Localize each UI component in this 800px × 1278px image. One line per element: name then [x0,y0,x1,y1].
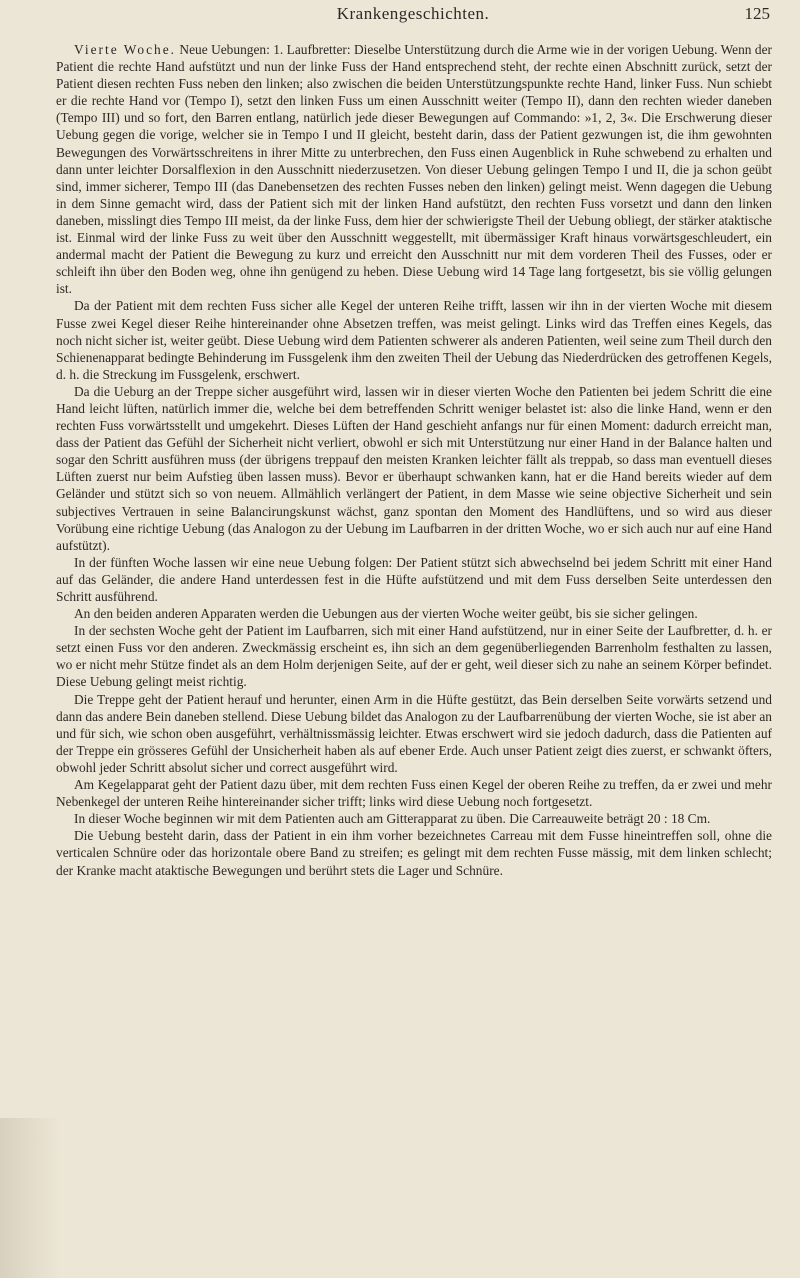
paragraph-text: Neue Uebungen: 1. Laufbretter: Dieselbe Unterstützung durch die Arme wie in der vorigen Uebung. Wenn der Patient die rechte Hand aufstützt und nun der linke Fuss der Hand entsprechend steht, der rechte einen Abschnitt zurück, setzt der Patient diesen rechten Fuss neben den linken; also zwischen die beiden Unterstützungspunkte rechte Hand, linker Fuss. Nun schiebt er die rechte Hand vor (Tempo I), setzt den linken Fuss um einen Ausschnitt weiter (Tempo II), dann den rechten wieder daneben (Tempo III) und so fort, den Barren entlang, natürlich jede dieser Bewegungen auf Commando: »1, 2, 3«. Die Erschwerung dieser Uebung gegen die vorige, welcher sie in Tempo I und II gleicht, besteht darin, dass der Patient gezwungen ist, die ihm gewohnten Bewegungen des Vorwärtsschreitens in ihrer Mitte zu unterbrechen, den Fuss einen Augenblick in Ruhe schwebend zu erhalten und dann unter leichter Dorsalflexion in den Ausschnitt niederzusetzen. Von dieser Uebung gelingen Tempo I und II, die ja schon geübt sind, immer sicherer, Tempo III (das Danebensetzen des rechten Fusses neben den linken) gelingt meist. Wenn dagegen die Uebung in dem Sinne gemacht wird, dass der Patient sich mit der linken Hand aufstützt, den rechten Fuss vorsetzt und dann den linken daneben, misslingt dies Tempo III meist, da der linke Fuss, dem hier der schwierigste Theil der Uebung obliegt, der stärker ataktische ist. Einmal wird der linke Fuss zu weit über den Ausschnitt weggestellt, mit übermässiger Kraft hinaus vorwärtsgeschleudert, ein andermal macht der Patient die Bewegung zu kurz und erreicht den Ausschnitt nur mit dem vorderen Theil des Fusses, oder er schleift ihn über den Boden weg, ohne ihn genügend zu heben. Diese Uebung wird 14 Tage lang fortgesetzt, bis sie völlig gelungen ist. [56,42,772,297]
paragraph-text: Am Kegelapparat geht der Patient dazu über, mit dem rechten Fuss einen Kegel der oberen Reihe zu treffen, da er zwei und mehr Nebenkegel der unteren Reihe hintereinander sicher trifft; links wird diese Uebung noch fortgesetzt. [56,777,772,810]
paragraph [56,691,772,776]
paragraph [56,622,772,690]
paragraph [56,41,772,297]
paragraph [56,827,772,878]
page-number: 125 [744,4,770,23]
paragraph [56,776,772,810]
paragraph-text: In der sechsten Woche geht der Patient im Laufbarren, sich mit einer Hand aufstützend, nur in einer Seite der Laufbretter, d. h. er setzt einen Fuss vor den anderen. Zweckmässig erscheint es, ihn sich an dem gegenüberliegenden Barrenholm festhalten zu lassen, wo er nicht mehr Stütze findet als an dem Holm derjenigen Seite, auf der er geht, weil dieser sich zu nahe an seinem Körper befindet. Diese Uebung gelingt meist richtig. [56,623,772,690]
running-title: Krankengeschichten. [336,4,490,23]
body-text [56,41,772,879]
section-lead: Vierte Woche. [74,42,177,57]
paragraph [56,554,772,605]
paragraph [56,810,772,827]
paragraph [56,297,772,382]
page-shadow [0,1118,60,1278]
paragraph-text: An den beiden anderen Apparaten werden die Uebungen aus der vierten Woche weiter geübt, bis sie sicher gelingen. [74,606,698,622]
paragraph-text: Da die Ueburg an der Treppe sicher ausgeführt wird, lassen wir in dieser vierten Woche den Patienten bei jedem Schritt die eine Hand leicht lüften, natürlich immer die, welche bei dem betreffenden Schritt weniger belastet ist: also die linke Hand, wenn er den rechten Fuss vorwärtsstellt und umgekehrt. Dieses Lüften der Hand geschieht anfangs nur für einen Moment: dadurch erreicht man, dass der Patient das Gefühl der Sicherheit nicht verliert, obwohl er sich mit Unterstützung nur einer Hand in der Balance halten und sogar den Schritt ausführen muss (der übrigens treppauf den meisten Kranken leichter fällt als treppab, so dass man eventuell dieses Lüften zuerst nur beim Aufstieg üben lassen muss). Bevor er überhaupt schwanken kann, hat er die Hand bereits wieder auf dem Geländer und stützt sich so von neuem. Allmählich verlängert der Patient, in dem Masse wie seine objective Sicherheit und sein subjectives Vertrauen in seine Balancirungskunst wächst, ganz spontan den Moment des Handlüftens, und so wird aus dieser Vorübung eine richtige Uebung (das Analogon zu der Uebung im Laufbarren in der dritten Woche, wo er sich auch nur auf eine Hand aufstützt). [56,383,772,553]
paragraph-text: Die Treppe geht der Patient herauf und herunter, einen Arm in die Hüfte gestützt, das Bein derselben Seite vorwärts setzend und dann das andere Bein daneben stellend. Diese Uebung bildet das Analogon zu der Laufbarrenübung der vierten Woche, sie ist aber an und für sich, wie schon oben ausgeführt, verhältnissmässig leichter. Etwas erschwert wird sie jedoch dadurch, dass die Patienten auf der Treppe ein grösseres Gefühl der Unsicherheit haben als auf ebener Erde. Auch unser Patient zeigt dies zuerst, er schwankt öfters, obwohl jeder Schritt absolut sicher und correct ausgeführt wird. [56,691,772,775]
paragraph-text: In dieser Woche beginnen wir mit dem Patienten auch am Gitterapparat zu üben. Die Carreauweite beträgt 20 : 18 Cm. [74,811,711,827]
paragraph [56,605,772,622]
paragraph-text: In der fünften Woche lassen wir eine neue Uebung folgen: Der Patient stützt sich abwechselnd bei jedem Schritt mit einer Hand auf das Geländer, die andere Hand unterdessen fest in die Hüfte aufstützend und mit dem Fuss derselben Seite unterdessen den Schritt ausführend. [56,554,772,604]
paragraph-text: Da der Patient mit dem rechten Fuss sicher alle Kegel der unteren Reihe trifft, lassen wir ihn in der vierten Woche mit diesem Fusse zwei Kegel dieser Reihe hintereinander ohne Absetzen treffen, was meist gelingt. Links wird das Treffen eines Kegels, das noch nicht sicher ist, weiter geübt. Diese Uebung wird dem Patienten schwerer als anderen Patienten, weil seine zum Theil durch den Schienenapparat bedingte Behinderung im Fussgelenk ihm den zweiten Theil der Uebung das Niederdrücken des getroffenen Kegels, d. h. die Streckung im Fussgelenk, erschwert. [56,298,772,382]
page-header [56,4,770,30]
paragraph-text: Die Uebung besteht darin, dass der Patient in ein ihm vorher bezeichnetes Carreau mit dem Fusse hineintreffen soll, ohne die verticalen Schnüre oder das horizontale obere Band zu streifen; es gelingt mit dem rechten Fusse mässig, mit dem linken schlecht; der Kranke macht ataktische Bewegungen und berührt stets die Lager und Schnüre. [56,828,772,878]
paragraph [56,383,772,554]
